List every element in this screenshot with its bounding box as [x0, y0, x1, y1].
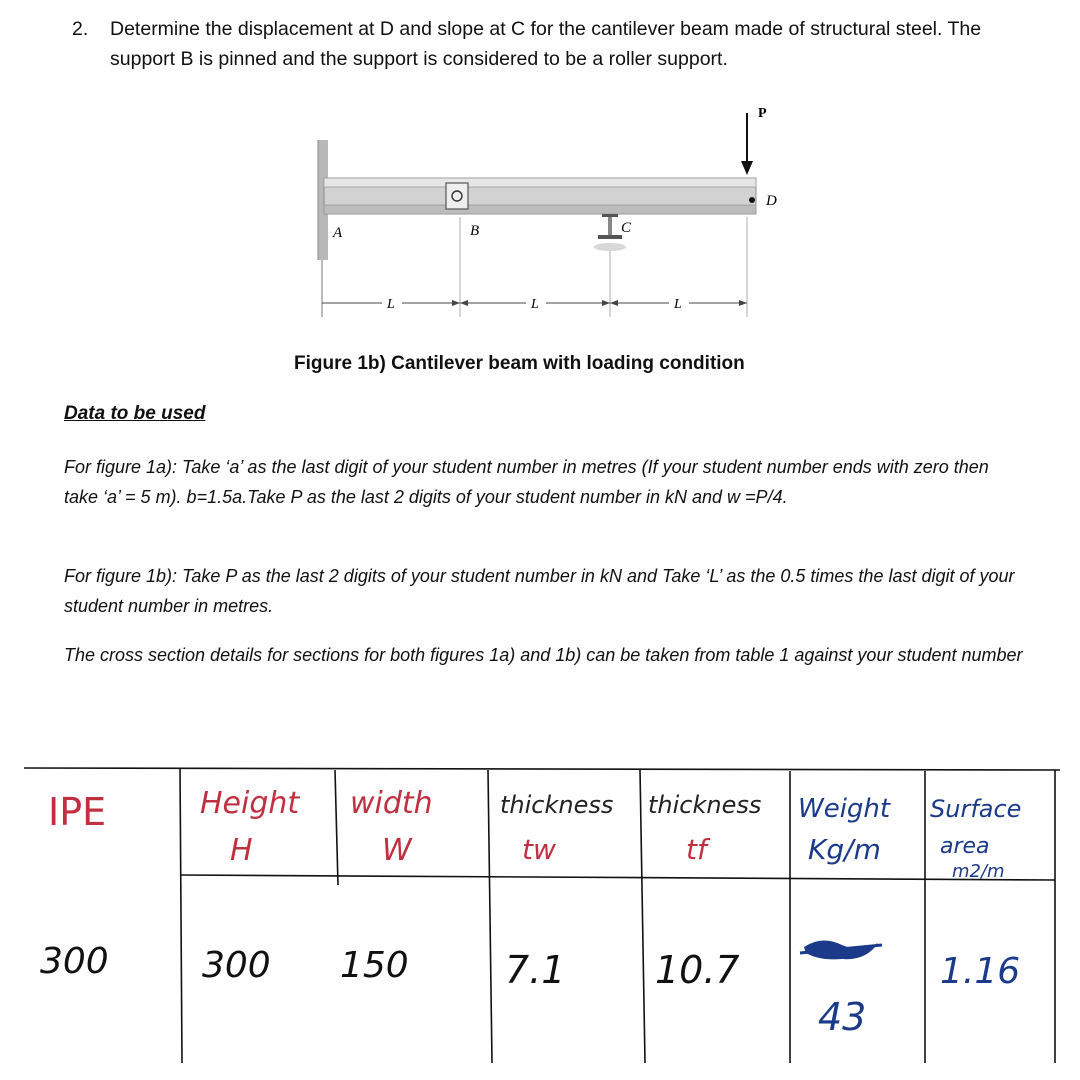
load-arrow-head	[741, 161, 753, 175]
dimension-label-l: L	[674, 297, 682, 312]
cell-height: 300	[202, 945, 271, 986]
roller-web	[608, 217, 612, 235]
header-thickness-flange-sub: tf	[686, 833, 707, 866]
question-text: Determine the displacement at D and slope at C for the cantilever beam made of structural steel. The support B is pinned and the support is considered to be a roller support.	[110, 18, 982, 70]
paragraph-figure-1a: For figure 1a): Take ‘a’ as the last digit of your student number in metres (If your student number ends with zero then take ‘a’ = 5 m). b=1.5a.Take P as the last 2 digits of your student number in kN and w =P/4.	[64, 457, 989, 507]
header-weight: Weight	[798, 794, 891, 824]
header-width-sub: W	[382, 833, 412, 868]
dimension-segment-1	[322, 297, 460, 312]
label-a: A	[333, 225, 343, 241]
scribbled-out-value	[800, 940, 882, 959]
header-thickness-flange: thickness	[648, 791, 762, 819]
beam-top-flange	[324, 178, 756, 187]
paragraph-cross-section: The cross section details for sections for both figures 1a) and 1b) can be taken from table 1 against your student number	[64, 645, 1023, 665]
point-d-marker	[749, 197, 755, 203]
cell-ipe: 300	[40, 941, 109, 982]
header-height-sub: H	[230, 833, 253, 868]
paragraph-figure-1b: For figure 1b): Take P as the last 2 digits of your student number in kN and Take ‘L’ as the 0.5 times the last digit of your student number in metres.	[64, 566, 1015, 616]
roller-base	[598, 235, 622, 239]
header-surface-sub: area	[940, 834, 990, 859]
header-weight-sub: Kg/m	[808, 833, 881, 866]
header-height: Height	[200, 786, 300, 821]
header-surface: Surface	[930, 795, 1022, 823]
cell-width: 150	[340, 945, 409, 986]
beam-bottom-flange	[324, 205, 756, 214]
roller-shadow	[594, 243, 626, 251]
header-ipe: IPE	[48, 790, 107, 834]
label-d: D	[766, 193, 777, 209]
label-p: P	[758, 106, 767, 121]
dimension-segment-3	[610, 297, 747, 312]
question-number: 2.	[72, 18, 89, 40]
cell-tf: 10.7	[655, 948, 740, 992]
figure-caption: Figure 1b) Cantilever beam with loading condition	[294, 353, 745, 374]
dimension-label-l: L	[387, 297, 395, 312]
label-c: C	[621, 220, 632, 236]
hinge-plate	[446, 183, 468, 209]
dimension-segment-2	[460, 297, 610, 312]
header-thickness-web: thickness	[500, 791, 614, 819]
cell-weight: 43	[818, 995, 867, 1039]
data-heading: Data to be used	[64, 403, 206, 424]
header-thickness-web-sub: tw	[522, 833, 556, 866]
dimension-label-l: L	[531, 297, 539, 312]
cell-surface: 1.16	[940, 951, 1021, 992]
roller-top	[602, 214, 618, 217]
header-width: width	[350, 786, 433, 821]
header-surface-unit: m2/m	[952, 861, 1005, 882]
cell-tw: 7.1	[505, 948, 566, 992]
cantilever-beam-figure	[300, 95, 780, 325]
label-b: B	[470, 223, 480, 239]
handwritten-section-table	[0, 755, 1080, 1080]
